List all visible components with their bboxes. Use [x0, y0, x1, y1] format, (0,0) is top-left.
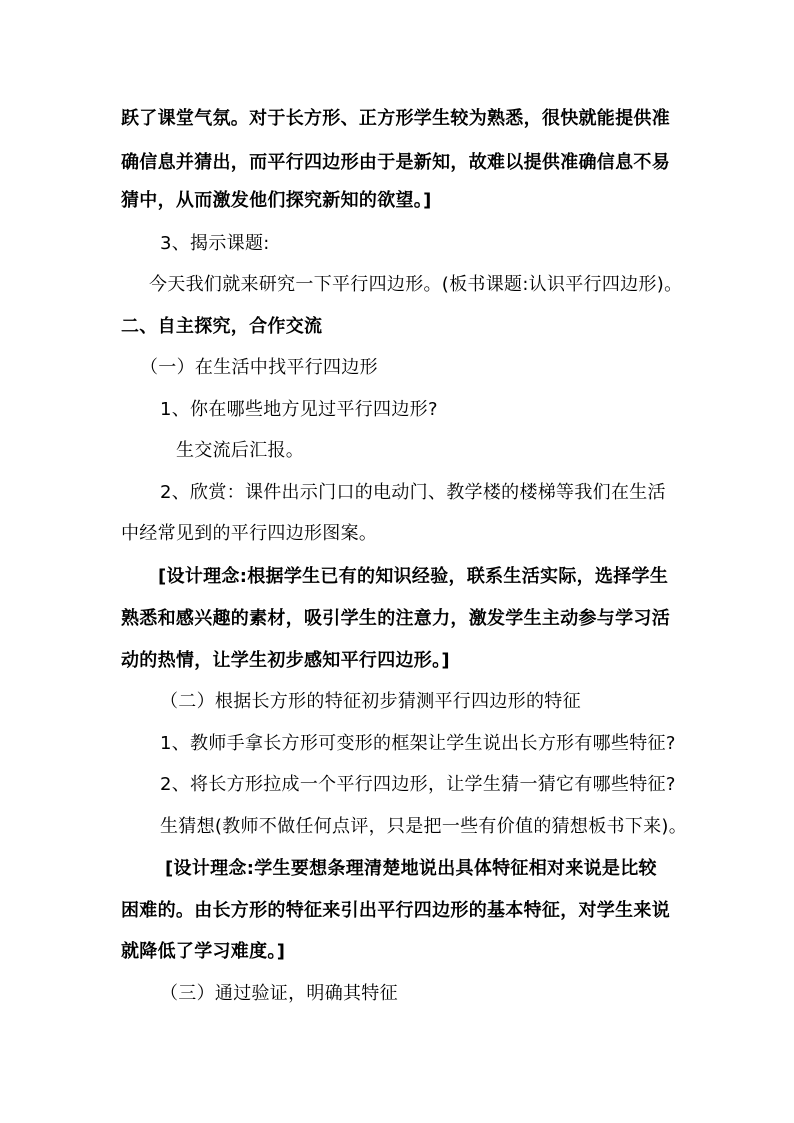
subsection-heading-1: （一）在生活中找平行四边形 [140, 357, 378, 378]
appreciate-line-2: 中经常见到的平行四边形图案。 [121, 523, 378, 544]
topic-statement: 今天我们就来研究一下平行四边形。(板书课题:认识平行四边形)。 [149, 274, 683, 295]
section-heading-2: 二、自主探究，合作交流 [121, 316, 323, 337]
design-note-2-line-1: [设计理念:学生要想条理清楚地说出具体特征相对来说是比较 [165, 858, 657, 879]
paragraph-line-2: 确信息并猜出，而平行四边形由于是新知，故难以提供准确信息不易 [121, 152, 670, 173]
item-reveal-topic: 3、揭示课题: [160, 233, 270, 254]
activity-1: 1、教师手拿长方形可变形的框架让学生说出长方形有哪些特征? [160, 733, 676, 754]
question-1: 1、你在哪些地方见过平行四边形? [160, 399, 438, 420]
activity-2: 2、将长方形拉成一个平行四边形，让学生猜一猜它有哪些特征? [160, 774, 676, 795]
design-note-1-line-2: 熟悉和感兴趣的素材，吸引学生的注意力，激发学生主动参与学习活 [121, 608, 670, 629]
paragraph-line-1: 跃了课堂气氛。对于长方形、正方形学生较为熟悉，很快就能提供准 [121, 108, 670, 129]
appreciate-line-1: 2、欣赏：课件出示门口的电动门、教学楼的楼梯等我们在生活 [160, 482, 666, 503]
student-guess: 生猜想(教师不做任何点评，只是把一些有价值的猜想板书下来)。 [160, 816, 688, 837]
design-note-2-line-2: 困难的。由长方形的特征来引出平行四边形的基本特征，对学生来说 [121, 900, 670, 921]
design-note-1-line-3: 动的热情，让学生初步感知平行四边形。] [121, 650, 450, 671]
student-report: 生交流后汇报。 [176, 440, 305, 461]
design-note-2-line-3: 就降低了学习难度。] [121, 941, 286, 962]
subsection-heading-3: （三）通过验证，明确其特征 [160, 983, 398, 1004]
design-note-1-line-1: [设计理念:根据学生已有的知识经验，联系生活实际，选择学生 [158, 566, 669, 587]
paragraph-line-3: 猜中，从而激发他们探究新知的欲望。] [121, 190, 432, 211]
subsection-heading-2: （二）根据长方形的特征初步猜测平行四边形的特征 [160, 691, 581, 712]
